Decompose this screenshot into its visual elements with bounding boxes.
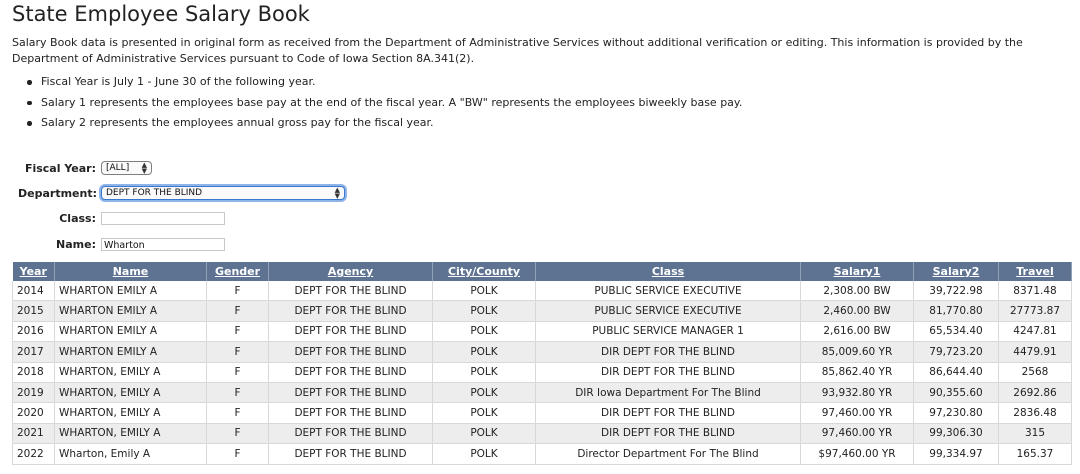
cell-year: 2014 <box>13 281 55 301</box>
cell-salary1: 97,460.00 YR <box>801 423 914 443</box>
column-header-agency[interactable]: Agency <box>269 262 433 281</box>
note-item: Salary 1 represents the employees base pay at the end of the fiscal year. A "BW" represents the employees biweekly base pay. <box>24 96 742 117</box>
note-item: Fiscal Year is July 1 - June 30 of the following year. <box>24 75 742 96</box>
cell-name: WHARTON EMILY A <box>55 281 207 301</box>
cell-agency: DEPT FOR THE BLIND <box>269 382 433 402</box>
cell-gender: F <box>207 321 269 341</box>
cell-salary1: $97,460.00 YR <box>801 444 914 464</box>
cell-travel: 4479.91 <box>999 342 1072 362</box>
table-row <box>13 321 1072 341</box>
cell-year: 2022 <box>13 444 55 464</box>
cell-travel: 165.37 <box>999 444 1072 464</box>
cell-city-county: POLK <box>433 301 536 321</box>
cell-name: WHARTON, EMILY A <box>55 382 207 402</box>
department-select[interactable] <box>101 186 345 200</box>
column-header-name[interactable]: Name <box>55 262 207 281</box>
class-row <box>56 212 225 225</box>
column-header-salary1[interactable]: Salary1 <box>801 262 914 281</box>
cell-salary1: 2,616.00 BW <box>801 321 914 341</box>
cell-agency: DEPT FOR THE BLIND <box>269 281 433 301</box>
cell-gender: F <box>207 342 269 362</box>
cell-travel: 315 <box>999 423 1072 443</box>
cell-gender: F <box>207 301 269 321</box>
table-header-row <box>13 262 1072 281</box>
cell-city-county: POLK <box>433 444 536 464</box>
cell-name: Wharton, Emily A <box>55 444 207 464</box>
table-row <box>13 301 1072 321</box>
cell-city-county: POLK <box>433 342 536 362</box>
table-row <box>13 281 1072 301</box>
cell-agency: DEPT FOR THE BLIND <box>269 342 433 362</box>
cell-agency: DEPT FOR THE BLIND <box>269 321 433 341</box>
cell-travel: 2568 <box>999 362 1072 382</box>
column-header-year[interactable]: Year <box>13 262 55 281</box>
cell-class: DIR Iowa Department For The Blind <box>536 382 801 402</box>
name-row <box>56 238 225 251</box>
table-row <box>13 444 1072 464</box>
cell-salary2: 90,355.60 <box>914 382 999 402</box>
select-arrows-icon: ▲ ▼ <box>334 186 340 200</box>
salary-table <box>12 262 1072 465</box>
cell-class: PUBLIC SERVICE MANAGER 1 <box>536 321 801 341</box>
cell-year: 2015 <box>13 301 55 321</box>
page-description: Salary Book data is presented in original form as received from the Department of Administrative Services without additional verification or editing. This information is provided by the Department of Administrative Services pursuant to Code of Iowa Section 8A.341(2). <box>12 36 1023 65</box>
cell-name: WHARTON, EMILY A <box>55 362 207 382</box>
cell-agency: DEPT FOR THE BLIND <box>269 423 433 443</box>
name-input[interactable]: Wharton <box>101 238 225 251</box>
cell-salary1: 93,932.80 YR <box>801 382 914 402</box>
column-header-travel[interactable]: Travel <box>999 262 1072 281</box>
cell-salary1: 2,308.00 BW <box>801 281 914 301</box>
table-row <box>13 382 1072 402</box>
column-header-class[interactable]: Class <box>536 262 801 281</box>
cell-travel: 2836.48 <box>999 403 1072 423</box>
note-item: Salary 2 represents the employees annual gross pay for the fiscal year. <box>24 116 742 137</box>
cell-gender: F <box>207 362 269 382</box>
cell-year: 2016 <box>13 321 55 341</box>
cell-agency: DEPT FOR THE BLIND <box>269 301 433 321</box>
cell-travel: 27773.87 <box>999 301 1072 321</box>
department-label: Department: <box>18 186 97 200</box>
cell-city-county: POLK <box>433 321 536 341</box>
cell-gender: F <box>207 281 269 301</box>
class-input[interactable] <box>101 212 225 225</box>
cell-salary2: 97,230.80 <box>914 403 999 423</box>
notes-list <box>24 75 742 137</box>
cell-city-county: POLK <box>433 281 536 301</box>
class-label: Class: <box>59 212 96 225</box>
cell-city-county: POLK <box>433 382 536 402</box>
cell-class: Director Department For The Blind <box>536 444 801 464</box>
cell-class: PUBLIC SERVICE EXECUTIVE <box>536 281 801 301</box>
cell-year: 2019 <box>13 382 55 402</box>
cell-salary2: 65,534.40 <box>914 321 999 341</box>
cell-class: DIR DEPT FOR THE BLIND <box>536 403 801 423</box>
table-row <box>13 423 1072 443</box>
cell-name: WHARTON, EMILY A <box>55 403 207 423</box>
fiscal-year-select[interactable] <box>101 161 152 175</box>
cell-gender: F <box>207 423 269 443</box>
cell-name: WHARTON EMILY A <box>55 342 207 362</box>
cell-name: WHARTON, EMILY A <box>55 423 207 443</box>
cell-year: 2018 <box>13 362 55 382</box>
column-header-salary2[interactable]: Salary2 <box>914 262 999 281</box>
cell-name: WHARTON EMILY A <box>55 321 207 341</box>
cell-city-county: POLK <box>433 423 536 443</box>
cell-class: DIR DEPT FOR THE BLIND <box>536 362 801 382</box>
cell-name: WHARTON EMILY A <box>55 301 207 321</box>
cell-gender: F <box>207 444 269 464</box>
cell-travel: 4247.81 <box>999 321 1072 341</box>
cell-gender: F <box>207 403 269 423</box>
cell-city-county: POLK <box>433 362 536 382</box>
cell-agency: DEPT FOR THE BLIND <box>269 444 433 464</box>
cell-city-county: POLK <box>433 403 536 423</box>
column-header-city-county[interactable]: City/County <box>433 262 536 281</box>
department-row <box>18 186 345 200</box>
column-header-gender[interactable]: Gender <box>207 262 269 281</box>
cell-gender: F <box>207 382 269 402</box>
table-row <box>13 403 1072 423</box>
department-value: DEPT FOR THE BLIND <box>106 188 203 198</box>
cell-year: 2017 <box>13 342 55 362</box>
cell-year: 2020 <box>13 403 55 423</box>
fiscal-year-label: Fiscal Year: <box>24 161 96 175</box>
table-row <box>13 342 1072 362</box>
fiscal-year-value: [ALL] <box>106 163 130 173</box>
cell-salary2: 79,723.20 <box>914 342 999 362</box>
cell-salary2: 99,306.30 <box>914 423 999 443</box>
cell-salary1: 85,009.60 YR <box>801 342 914 362</box>
fiscal-year-row <box>24 161 152 175</box>
cell-salary2: 86,644.40 <box>914 362 999 382</box>
cell-salary2: 39,722.98 <box>914 281 999 301</box>
name-label: Name: <box>56 238 96 251</box>
select-arrows-icon: ▲ ▼ <box>141 161 147 175</box>
cell-agency: DEPT FOR THE BLIND <box>269 403 433 423</box>
cell-class: DIR DEPT FOR THE BLIND <box>536 423 801 443</box>
cell-year: 2021 <box>13 423 55 443</box>
cell-agency: DEPT FOR THE BLIND <box>269 362 433 382</box>
cell-salary2: 99,334.97 <box>914 444 999 464</box>
cell-travel: 2692.86 <box>999 382 1072 402</box>
cell-salary1: 2,460.00 BW <box>801 301 914 321</box>
cell-salary1: 97,460.00 YR <box>801 403 914 423</box>
cell-travel: 8371.48 <box>999 281 1072 301</box>
cell-class: PUBLIC SERVICE EXECUTIVE <box>536 301 801 321</box>
cell-salary2: 81,770.80 <box>914 301 999 321</box>
page-title: State Employee Salary Book <box>12 2 310 26</box>
cell-class: DIR DEPT FOR THE BLIND <box>536 342 801 362</box>
table-row <box>13 362 1072 382</box>
cell-salary1: 85,862.40 YR <box>801 362 914 382</box>
